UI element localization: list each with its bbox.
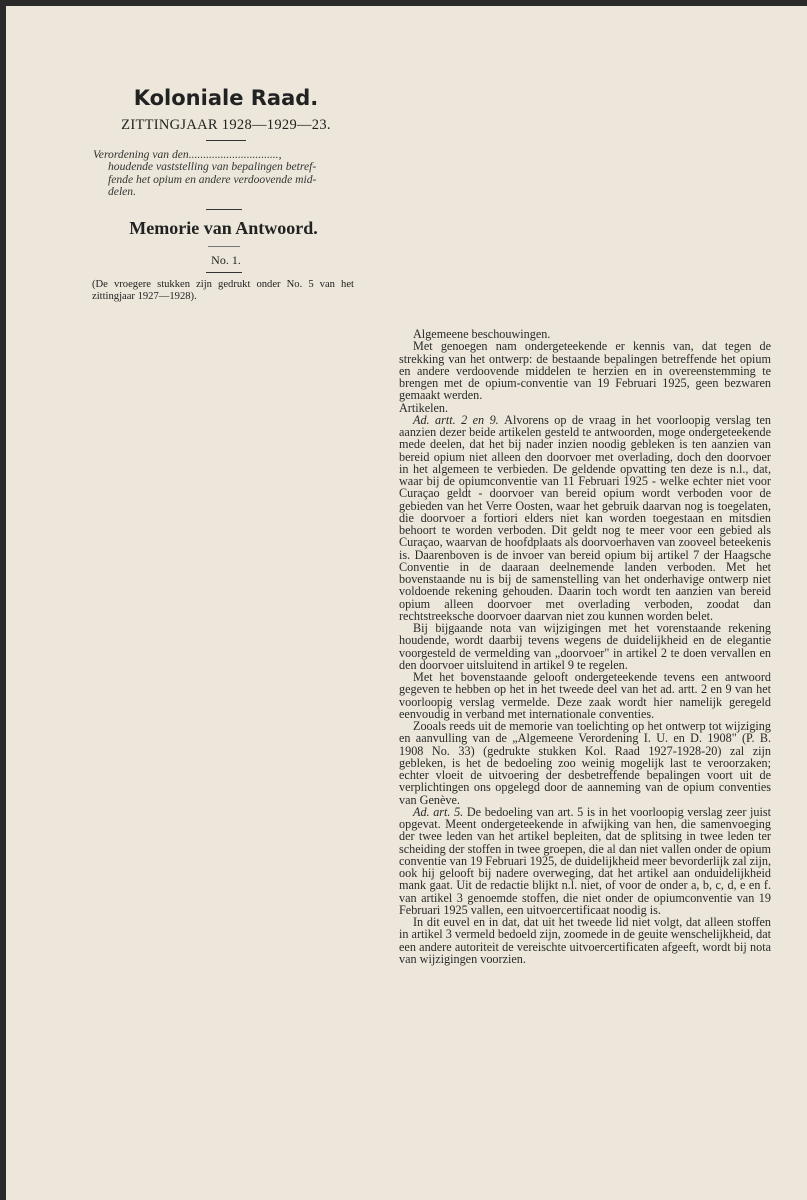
- paragraph: Bij bijgaande nota van wijzigingen met het vorenstaande rekening houdende, wordt daarbij tevens wegens de duidelijkheid en de elegantie voorgesteld de vermelding van „doorvoer" in artikel 2 te doen vervallen en den doorvoer uitsluitend in artikel 9 te regelen.: [399, 621, 771, 672]
- paragraph: Met het bovenstaande gelooft ondergeteekende tevens een antwoord gegeven te hebben op het in het tweede deel van het ad. artt. 2 en 9 van het voorloopig verslag vermelde. Deze zaak wordt hier namelijk geregeld eenvoudig in verband met internationale conventies.: [399, 670, 771, 721]
- ordinance-line: houdende vaststelling van bepalingen betref-: [108, 160, 317, 174]
- paragraph: [399, 414, 771, 622]
- divider: [206, 209, 242, 210]
- document-number: No. 1.: [211, 253, 241, 267]
- ordinance-line: Verordening van den...............................,: [93, 148, 282, 161]
- ordinance-line: fende het opium en andere verdoovende mid-: [108, 172, 317, 186]
- divider: [206, 140, 246, 141]
- section-heading: Artikelen.: [399, 400, 449, 415]
- section-heading: Algemeene beschouwingen.: [413, 327, 551, 341]
- paragraph: [399, 806, 771, 916]
- article-ref: Ad. artt. 2 en 9.: [413, 412, 505, 427]
- article-ref: Ad. art. 5.: [413, 804, 467, 819]
- show-through-text: [391, 76, 791, 336]
- divider: [206, 272, 242, 273]
- ordinance-line: delen.: [108, 184, 137, 198]
- ordinance-description: [93, 149, 348, 198]
- divider: [208, 246, 240, 247]
- memorie-heading: Memorie van Antwoord.: [129, 218, 318, 238]
- paragraph: Met genoegen nam ondergeteekende er kennis van, dat tegen de strekking van het ontwerp: de bestaande bepalingen betreffende het opium en andere verdoovende middelen te herzien en in overeenstemming te brengen met de opium-conventie van 19 Februari 1925, geen bezwaren gemaakt werden.: [399, 339, 771, 403]
- paragraph-text: Alvorens op de vraag in het voorloopig verslag ten aanzien dezer beide artikelen gesteld te antwoorden, moge ondergeteekende mede deelen, dat het bij nader inzien noodig gebleken is ten aanzien van bereid opium niet alleen den doorvoer met overlading, doch den doorvoer in het algemeen te verbieden. De geldende opvatting ten deze is n.l., dat, waar bij de opiumconventie van 11 Februari 1925 - welke echter niet voor Curaçao geldt - doorvoer van bereid opium wordt verboden voor de gebieden van het Verre Oosten, waar het gebruik daarvan nog is toegelaten, die doorvoer a fortiori elders niet kan worden toegestaan en mitsdien behoort te worden verboden. Dit geldt nog te meer voor een gebied als Curaçao, waarvan de hoofdplaats als doorvoerhaven van zooveel beteekenis is. Daarenboven is de invoer van bereid opium bij artikel 7 der Haagsche Conventie in de daaraan deelnemende landen verboden. Met het bovenstaande nu is bij de samenstelling van het onderhavige ontwerp niet voldoende rekening gehouden. Daarin toch wordt ten aanzien van bereid opium alleen doorvoer met overlading verboden, zoodat dan rechtstreeksche doorvoer daarvan niet zou kunnen worden belet.: [399, 412, 772, 623]
- main-column: [399, 328, 771, 965]
- paragraph: Zooals reeds uit de memorie van toelichting op het ontwerp tot wijziging en aanvulling van de „Algemeene Verordening I. U. en D. 1908" (P. B. 1908 No. 33) (gedrukte stukken Kol. Raad 1927-1928-20) zal zijn gebleken, is het de bedoeling zoo weinig mogelijk last te veroorzaken; echter vloeit de uitvoering der desbetreffende bepalingen voort uit de verplichtingen ons opgelegd door de aanneming van de opium conventies van Genève.: [399, 719, 771, 807]
- document-page: [6, 6, 807, 1200]
- paragraph: In dit euvel en in dat, dat uit het tweede lid niet volgt, dat alleen stoffen in artikel 3 vermeld bedoeld zijn, zoomede in de geuite wenschelijkheid, dat een andere autoriteit de vereischte uitvoercertificaten afgeeft, wordt bij nota van wijzigingen voorzien.: [399, 915, 771, 966]
- paragraph-text: De bedoeling van art. 5 is in het voorloopig verslag zeer juist opgevat. Meent ondergeteekende in afwijking van hen, die samenvoeging der twee leden van het artikel bepleiten, dat de splitsing in twee leden ter scheiding der stoffen in twee groepen, die al dan niet vallen onder de opium conventie van 19 Februari 1925, de duidelijkheid meer bevorderlijk zal zijn, ook hij gelooft bij nadere overweging, dat het artikel aan onduidelijkheid mank gaat. Uit de redactie blijkt n.l. niet, of voor de onder a, b, c, d, e en f. van artikel 3 genoemde stoffen, die niet onder de opiumconventie van 19 Februari 1925 vallen, een uitvoercertificaat noodig is.: [399, 804, 771, 917]
- session-line: ZITTINGJAAR 1928—1929—23.: [121, 117, 331, 133]
- previous-documents-note: (De vroegere stukken zijn gedrukt onder No. 5 van het zittingjaar 1927—1928).: [92, 279, 354, 302]
- document-title: Koloniale Raad.: [133, 86, 319, 110]
